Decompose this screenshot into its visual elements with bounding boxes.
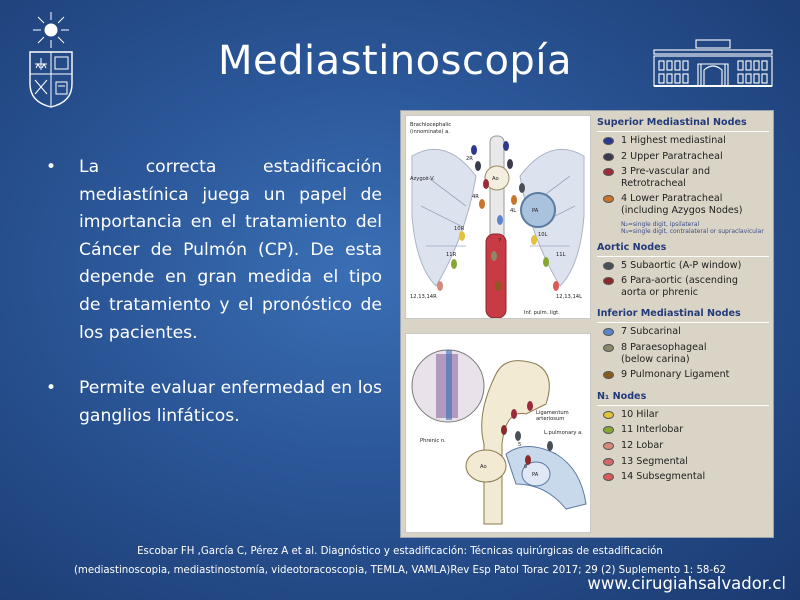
label-brachiocephalic: Brachiocephalic <box>410 122 452 128</box>
label-pa-bottom: PA <box>532 472 539 478</box>
legend-item: 13 Segmental <box>597 456 769 468</box>
legend-swatch <box>603 426 614 434</box>
bullet-item <box>46 154 382 347</box>
website-url: www.cirugiahsalvador.cl <box>587 574 786 593</box>
lymph-node-station-figure <box>400 110 774 538</box>
label-6: 6 <box>524 464 528 470</box>
label-10R: 10R <box>454 226 465 232</box>
legend-section-title: N₁ Nodes <box>597 391 769 406</box>
legend-swatch <box>603 328 614 336</box>
legend-item: 7 Subcarinal <box>597 326 769 338</box>
slide-title: Mediastinoscopía <box>218 38 572 84</box>
label-ligamentum: Ligamentum <box>536 410 569 416</box>
legend-section-title: Superior Mediastinal Nodes <box>597 117 769 132</box>
legend-item: 4 Lower Paratracheal (including Azygos Nodes) <box>597 193 769 216</box>
legend-swatch <box>603 153 614 161</box>
citation-line: Escobar FH ,García C, Pérez A et al. Diagnóstico y estadificación: Técnicas quirúrgicas de estadificación <box>137 546 663 557</box>
label-4R: 4R <box>472 194 479 200</box>
label-innominate: (innominate) a. <box>410 129 450 135</box>
aortic-nodes-diagram <box>405 333 591 533</box>
legend-swatch <box>603 442 614 450</box>
legend-swatch <box>603 371 614 379</box>
label-2R: 2R <box>466 156 473 162</box>
label-4L: 4L <box>510 208 517 214</box>
label-10L: 10L <box>538 232 548 238</box>
label-ao: Ao <box>492 176 499 182</box>
legend-item: 9 Pulmonary Ligament <box>597 369 769 381</box>
legend-swatch <box>603 168 614 176</box>
legend-swatch <box>603 458 614 466</box>
legend-item: 3 Pre-vascular and Retrotracheal <box>597 166 769 189</box>
legend-item: 11 Interlobar <box>597 424 769 436</box>
citation-line: (mediastinoscopia, mediastinostomía, videotoracoscopia, TEMLA, VAMLA)Rev Esp Patol Torac 2017; 29 (2) Suplemento 1: 58-62 <box>73 565 727 576</box>
legend-item: 1 Highest mediastinal <box>597 135 769 147</box>
legend-swatch <box>603 473 614 481</box>
label-7: 7 <box>498 238 502 244</box>
label-11L: 11L <box>556 252 566 258</box>
label-inf-pulm-ligt: Inf. pulm. ligt. <box>524 310 560 316</box>
legend-item: 8 Paraesophageal (below carina) <box>597 342 769 365</box>
label-5: 5 <box>518 442 522 448</box>
legend-item: 14 Subsegmental <box>597 471 769 483</box>
legend-section-title: Inferior Mediastinal Nodes <box>597 308 769 323</box>
bullet-dot-icon: • <box>46 157 57 177</box>
label-ao-bottom: Ao <box>480 464 487 470</box>
legend-swatch <box>603 411 614 419</box>
label-12-13-14R: 12,13,14R <box>410 294 437 300</box>
bullet-text: La correcta estadificación mediastínica juega un papel de importancia en el tratamiento del Cáncer de Pulmón (CP). De esta depende en gran medida el tipo de tratamiento y el pronóstico de los pacientes. <box>79 157 382 343</box>
legend-item: 12 Lobar <box>597 440 769 452</box>
label-arteriosum: arteriosum <box>536 416 565 422</box>
legend-swatch <box>603 262 614 270</box>
legend-swatch <box>603 195 614 203</box>
label-12-13-14L: 12,13,14L <box>556 294 582 300</box>
legend-section-title: Aortic Nodes <box>597 242 769 257</box>
legend-item: 5 Subaortic (A-P window) <box>597 260 769 272</box>
legend-item: 2 Upper Paratracheal <box>597 151 769 163</box>
label-11R: 11R <box>446 252 457 258</box>
label-phrenic: Phrenic n. <box>420 438 446 444</box>
label-l-pulmonary: L.pulmonary a. <box>544 430 583 436</box>
bullet-list <box>46 154 382 430</box>
legend-swatch <box>603 344 614 352</box>
legend-swatch <box>603 137 614 145</box>
legend-item: 10 Hilar <box>597 409 769 421</box>
bullet-dot-icon: • <box>46 378 57 399</box>
label-pa: PA <box>532 208 539 214</box>
bullet-text: Permite evaluar enfermedad en los ganglios linfáticos. <box>79 378 382 426</box>
node-station-legend <box>597 117 769 487</box>
label-azygos: Azygos V. <box>410 176 435 182</box>
legend-item: 6 Para-aortic (ascending aorta or phrenic <box>597 275 769 298</box>
legend-swatch <box>603 277 614 285</box>
bullet-item <box>46 375 382 430</box>
mediastinal-anatomy-diagram <box>405 115 591 319</box>
legend-note: N₂=single digit, ipsilateral N₃=single digit, contralateral or supraclavicular <box>621 220 764 236</box>
